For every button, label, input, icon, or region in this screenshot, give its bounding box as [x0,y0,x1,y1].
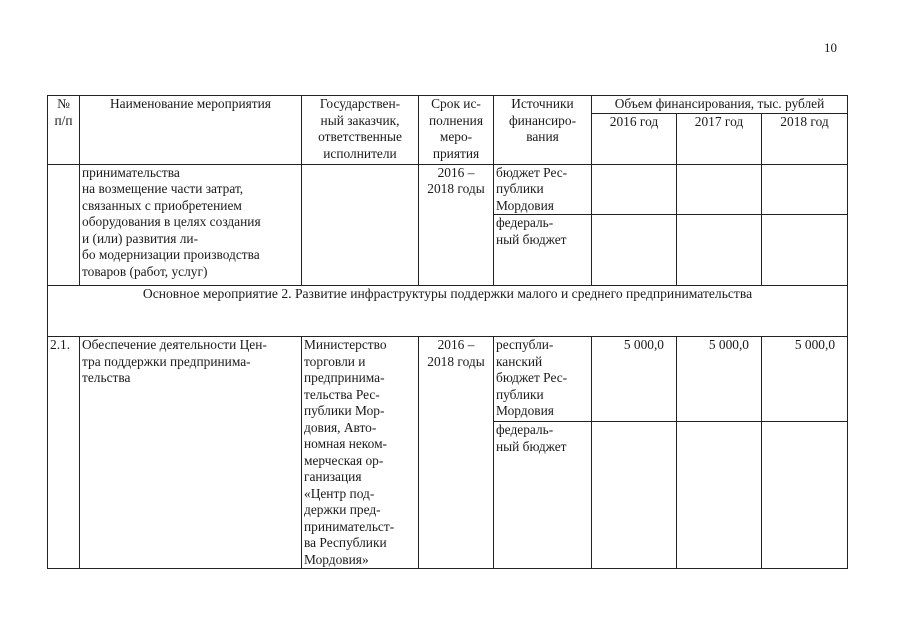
table-row [48,337,848,422]
row-2-1-amount-2016: 5 000,0 [592,337,677,422]
cont-num [48,164,80,286]
section-title: Основное мероприятие 2. Развитие инфраструктуры поддержки малого и среднего предпринимательства [48,286,848,337]
section-row [48,286,848,337]
row-2-1-amount2-2018 [762,422,848,569]
header-year-2017: 2017 год [677,113,762,164]
table-row [48,164,848,215]
row-2-1-num: 2.1. [48,337,80,569]
cont-amount-2017 [677,164,762,215]
cont-amount-2018 [762,164,848,215]
header-customer: Государствен- ный заказчик, ответственные исполнители [302,96,419,165]
row-2-1-customer: Министерство торговли и предпринима- тельства Рес- публики Мор- довия, Авто- номная неком- мерческая ор- ганизация «Центр под- держки пред- принимательст- ва Республики Мордовия» [302,337,419,569]
cont-term: 2016 – 2018 годы [419,164,494,286]
cont-source-1: бюджет Рес- публики Мордовия [494,164,592,215]
cont-amount2-2018 [762,215,848,286]
row-2-1-source-1: республи- канский бюджет Рес- публики Мордовия [494,337,592,422]
cont-source-2: федераль- ный бюджет [494,215,592,286]
row-2-1-source-2: федераль- ный бюджет [494,422,592,569]
row-2-1-amount2-2016 [592,422,677,569]
row-2-1-name: Обеспечение деятельности Цен- тра поддержки предпринима- тельства [80,337,302,569]
header-funding: Объем финансирования, тыс. рублей [592,96,848,114]
header-num: № п/п [48,96,80,165]
cont-name: принимательства на возмещение части затрат, связанных с приобретением оборудования в целях создания и (или) развития ли- бо модернизации производства товаров (работ, услуг) [80,164,302,286]
header-row [48,96,848,114]
header-name: Наименование мероприятия [80,96,302,165]
row-2-1-amount2-2017 [677,422,762,569]
cont-amount2-2017 [677,215,762,286]
row-2-1-amount-2018: 5 000,0 [762,337,848,422]
header-term: Срок ис- полнения меро- приятия [419,96,494,165]
header-year-2016: 2016 год [592,113,677,164]
header-sources: Источники финансиро- вания [494,96,592,165]
header-year-2018: 2018 год [762,113,848,164]
row-2-1-term: 2016 – 2018 годы [419,337,494,569]
cont-amount2-2016 [592,215,677,286]
cont-customer [302,164,419,286]
page-number: 10 [824,40,837,55]
funding-table [47,95,848,569]
cont-amount-2016 [592,164,677,215]
row-2-1-amount-2017: 5 000,0 [677,337,762,422]
